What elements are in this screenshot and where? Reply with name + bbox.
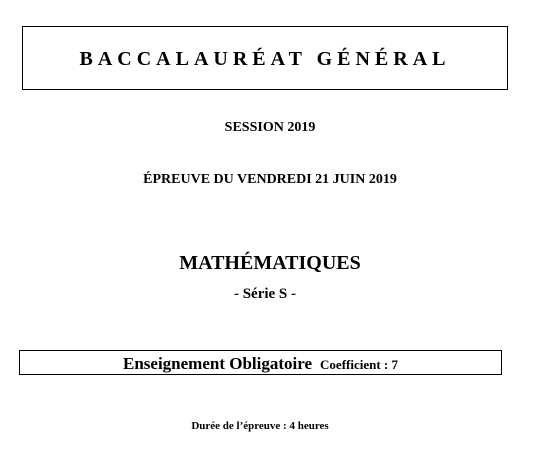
coefficient-label: Coefficient : 7 [320, 357, 398, 372]
subject-title: MATHÉMATIQUES [179, 252, 361, 274]
exam-title: BACCALAURÉAT GÉNÉRAL [79, 48, 451, 70]
enseignement-label: Enseignement Obligatoire [122, 354, 313, 373]
session-label: SESSION 2019 [224, 120, 316, 135]
title-box [22, 26, 508, 90]
epreuve-date: ÉPREUVE DU VENDREDI 21 JUIN 2019 [143, 172, 397, 187]
duree-label: Durée de l’épreuve : 4 heures [191, 420, 329, 432]
serie-label: - Série S - [233, 286, 297, 302]
enseignement-box [19, 350, 502, 375]
enseignement-row [20, 354, 501, 374]
